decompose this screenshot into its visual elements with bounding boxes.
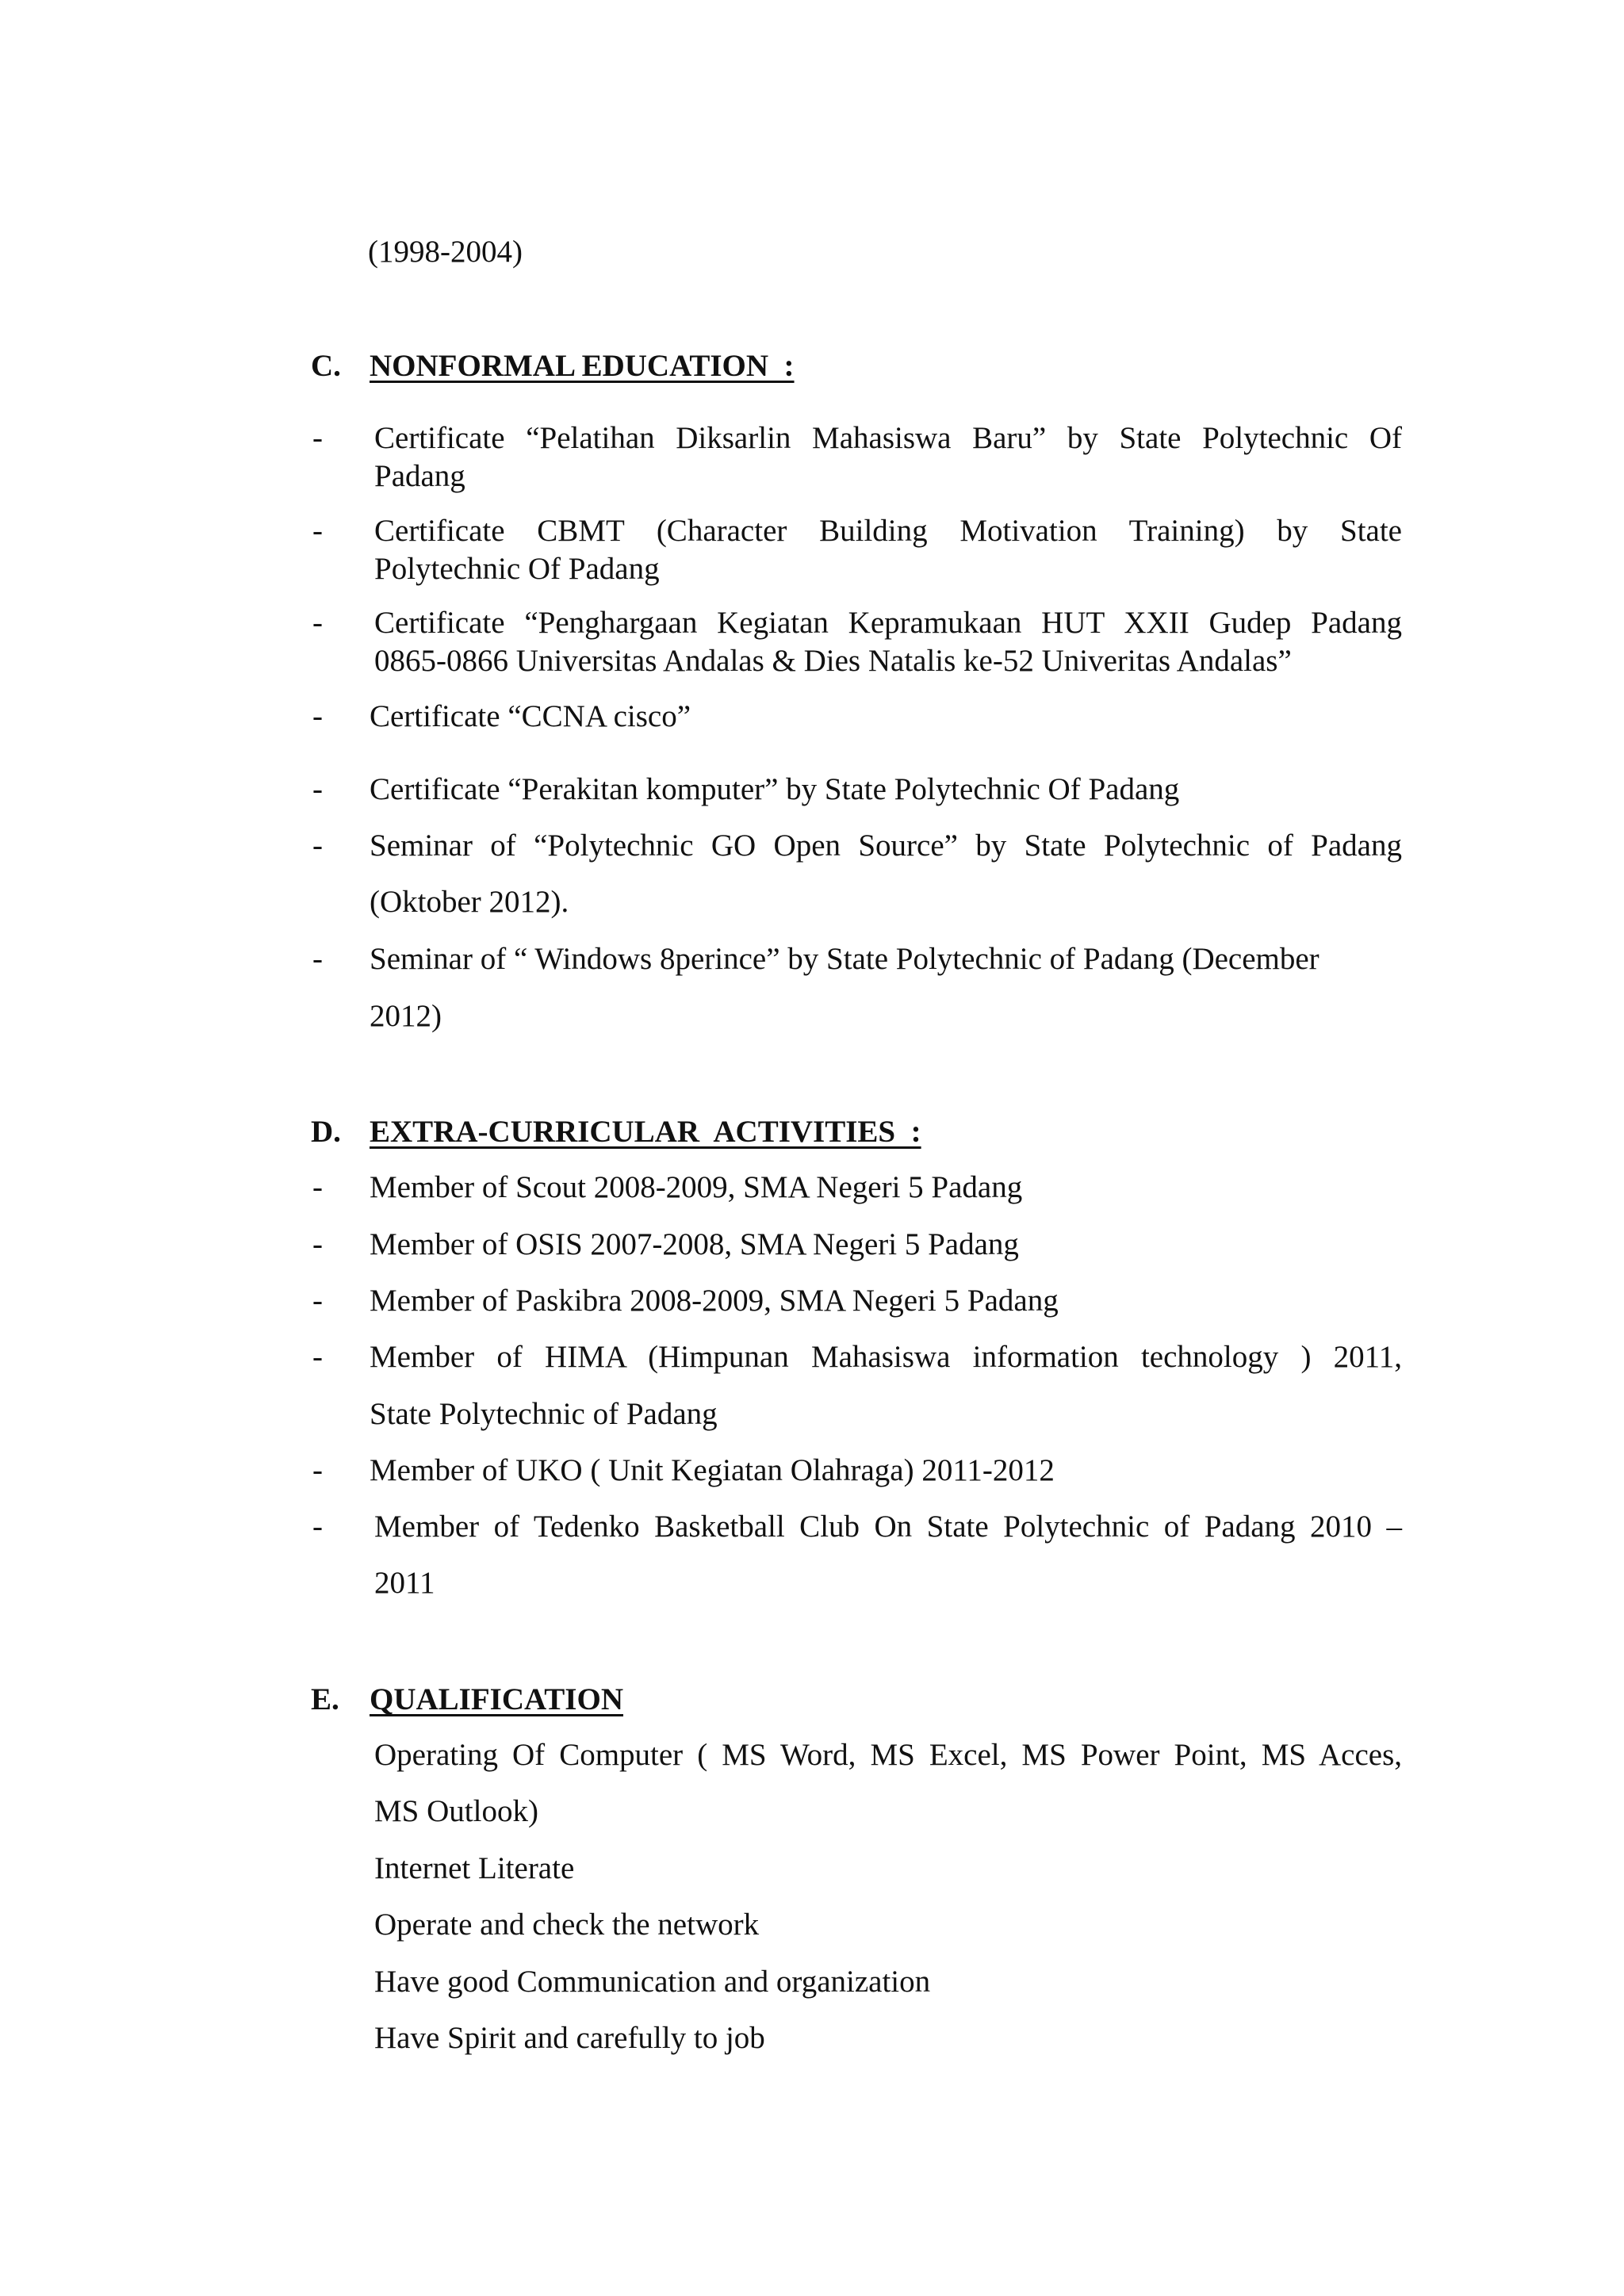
qualification-line-4: Operate and check the network	[374, 1908, 760, 1942]
section-c-title: NONFORMAL EDUCATION :	[370, 349, 795, 383]
activity-item-2: Member of OSIS 2007-2008, SMA Negeri 5 Padang	[370, 1227, 1019, 1261]
year-range: (1998-2004)	[368, 235, 523, 269]
section-e-letter: E.	[311, 1682, 339, 1716]
qualification-line-5: Have good Communication and organization	[374, 1965, 931, 1999]
bullet-dash: -	[312, 828, 323, 863]
bullet-dash: -	[312, 699, 323, 733]
activity-item-6-line-1: Member of Tedenko Basketball Club On State Polytechnic of Padang 2010 –	[374, 1510, 1402, 1544]
bullet-dash: -	[312, 1510, 323, 1544]
bullet-dash: -	[312, 1453, 323, 1487]
section-c-letter: C.	[311, 349, 341, 383]
bullet-dash: -	[312, 514, 323, 548]
qualification-line-6: Have Spirit and carefully to job	[374, 2021, 765, 2055]
bullet-dash: -	[312, 1170, 323, 1204]
qualification-line-2: MS Outlook)	[374, 1794, 538, 1828]
nonformal-item-4: Certificate “CCNA cisco”	[370, 699, 691, 733]
activity-item-4-line-1: Member of HIMA (Himpunan Mahasiswa information technology ) 2011,	[370, 1340, 1402, 1374]
nonformal-item-3-line-1: Certificate “Penghargaan Kegiatan Kepramukaan HUT XXII Gudep Padang	[374, 606, 1402, 640]
nonformal-item-1-line-1: Certificate “Pelatihan Diksarlin Mahasiswa Baru” by State Polytechnic Of	[374, 421, 1402, 455]
bullet-dash: -	[312, 772, 323, 806]
section-e-title: QUALIFICATION	[370, 1682, 623, 1716]
bullet-dash: -	[312, 606, 323, 640]
section-d-letter: D.	[311, 1115, 341, 1149]
nonformal-item-3-line-2: 0865-0866 Universitas Andalas & Dies Natalis ke-52 Univeritas Andalas”	[374, 644, 1292, 678]
activity-item-3: Member of Paskibra 2008-2009, SMA Negeri 5 Padang	[370, 1284, 1059, 1318]
nonformal-item-2-line-1: Certificate CBMT (Character Building Motivation Training) by State	[374, 514, 1402, 548]
nonformal-item-6-line-1: Seminar of “Polytechnic GO Open Source” by State Polytechnic of Padang	[370, 828, 1402, 863]
section-d-title: EXTRA-CURRICULAR ACTIVITIES :	[370, 1115, 921, 1149]
nonformal-item-6-line-2: (Oktober 2012).	[370, 885, 569, 919]
nonformal-item-7-line-2: 2012)	[370, 999, 442, 1033]
nonformal-item-1-line-2: Padang	[374, 459, 465, 493]
activity-item-6-line-2: 2011	[374, 1566, 435, 1600]
activity-item-4-line-2: State Polytechnic of Padang	[370, 1397, 718, 1431]
bullet-dash: -	[312, 421, 323, 455]
qualification-line-1: Operating Of Computer ( MS Word, MS Excel, MS Power Point, MS Acces,	[374, 1738, 1402, 1772]
qualification-line-3: Internet Literate	[374, 1851, 575, 1885]
activity-item-1: Member of Scout 2008-2009, SMA Negeri 5 Padang	[370, 1170, 1023, 1204]
nonformal-item-7-line-1: Seminar of “ Windows 8perince” by State Polytechnic of Padang (December	[370, 942, 1320, 976]
bullet-dash: -	[312, 1284, 323, 1318]
nonformal-item-2-line-2: Polytechnic Of Padang	[374, 552, 660, 586]
activity-item-5: Member of UKO ( Unit Kegiatan Olahraga) 2011-2012	[370, 1453, 1055, 1487]
nonformal-item-5: Certificate “Perakitan komputer” by State Polytechnic Of Padang	[370, 772, 1180, 806]
bullet-dash: -	[312, 1227, 323, 1261]
bullet-dash: -	[312, 1340, 323, 1374]
bullet-dash: -	[312, 942, 323, 976]
